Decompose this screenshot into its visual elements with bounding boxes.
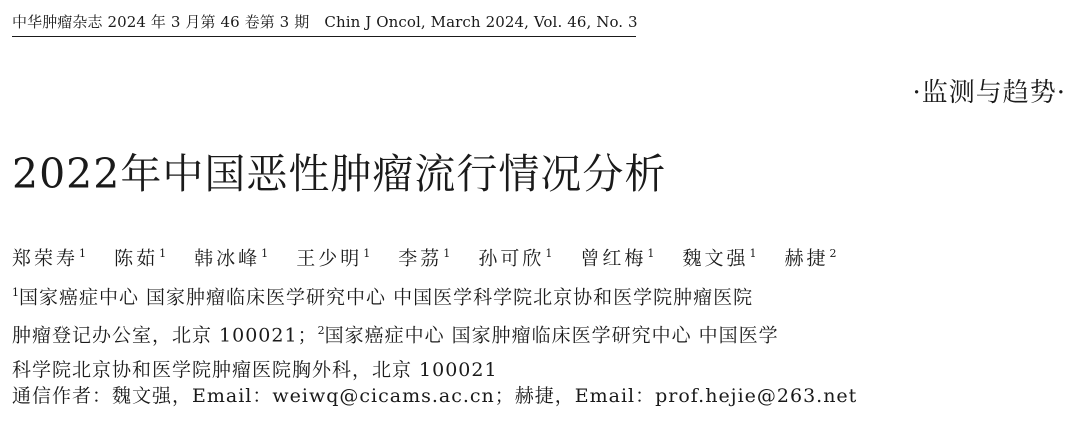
author-affiliation-mark: 1 [159, 247, 167, 260]
affiliation-line [12, 314, 892, 352]
author [114, 240, 166, 272]
author-affiliation-mark: 2 [829, 247, 837, 260]
running-header: 中华肿瘤杂志 2024 年 3 月第 46 卷第 3 期 Chin J Oncol, March 2024, Vol. 46, No. 3 [12, 13, 638, 31]
author-name: 韩冰峰 [194, 247, 261, 270]
article-title: 2022年中国恶性肿瘤流行情况分析 [12, 150, 667, 198]
column-label: ·监测与趋势· [912, 78, 1066, 108]
affiliation-text: 肿瘤登记办公室，北京 100021； [12, 324, 318, 347]
author [194, 240, 268, 272]
affiliation-mark: 2 [317, 324, 325, 338]
author-list [12, 240, 837, 272]
author-affiliation-mark: 1 [79, 247, 87, 260]
author-name: 曾红梅 [580, 247, 647, 270]
affiliation-line [12, 276, 892, 314]
author [398, 240, 450, 272]
author-name: 赫捷 [784, 247, 829, 270]
author-affiliation-mark: 1 [545, 247, 553, 260]
affiliation-line: 科学院北京协和医学院肿瘤医院胸外科，北京 100021 [12, 358, 498, 381]
affiliations [12, 276, 892, 387]
author-affiliation-mark: 1 [443, 247, 451, 260]
author [12, 240, 86, 272]
header-rule [12, 36, 636, 37]
author-name: 郑荣寿 [12, 247, 79, 270]
author-name: 魏文强 [682, 247, 749, 270]
affiliation-text: 国家癌症中心 国家肿瘤临床医学研究中心 中国医学 [324, 324, 779, 347]
affiliation-text: 国家癌症中心 国家肿瘤临床医学研究中心 中国医学科学院北京协和医学院肿瘤医院 [19, 286, 754, 309]
affiliation-mark: 1 [12, 286, 19, 299]
author-affiliation-mark: 1 [647, 247, 655, 260]
corresponding-authors: 通信作者：魏文强，Email：weiwq@cicams.ac.cn；赫捷，Email：prof.hejie@263.net [12, 385, 858, 407]
author-name: 王少明 [296, 247, 363, 270]
author-affiliation-mark: 1 [363, 247, 371, 260]
author-name: 孙可欣 [478, 247, 545, 270]
author [785, 240, 837, 272]
author-affiliation-mark: 1 [749, 247, 757, 260]
author-affiliation-mark: 1 [261, 247, 269, 260]
author-name: 陈茹 [114, 247, 159, 270]
author [296, 240, 370, 272]
author [478, 240, 552, 272]
author-name: 李茘 [398, 247, 443, 270]
author [682, 240, 756, 272]
author [580, 240, 654, 272]
